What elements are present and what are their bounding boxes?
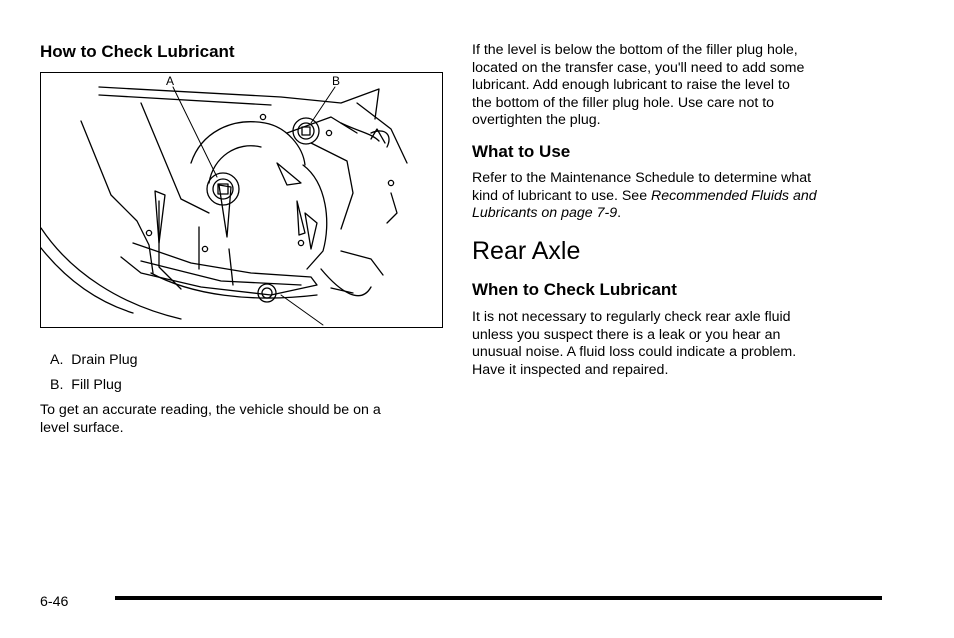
- transfer-case-illustration: [40, 72, 443, 328]
- paragraph-line: It is not necessary to regularly check rear axle fluid: [472, 309, 791, 325]
- section-heading-when-to-check: When to Check Lubricant: [472, 280, 677, 299]
- legend-label: Fill Plug: [71, 377, 122, 393]
- legend-item-a: [50, 352, 138, 370]
- legend-label: Drain Plug: [71, 352, 138, 368]
- paragraph-line: [472, 205, 817, 223]
- paragraph-line: Refer to the Maintenance Schedule to determine what: [472, 170, 812, 186]
- paragraph-line: To get an accurate reading, the vehicle should be on a: [40, 402, 381, 418]
- paragraph-line: located on the transfer case, you'll need to add some: [472, 59, 805, 76]
- section-heading-how-to-check: How to Check Lubricant: [40, 42, 235, 61]
- accuracy-note: [40, 402, 381, 437]
- transfer-case-drawing: [41, 73, 443, 328]
- filler-plug-paragraph: [472, 42, 804, 130]
- section-title-rear-axle: Rear Axle: [472, 237, 581, 265]
- what-to-use-paragraph: [472, 170, 817, 223]
- paragraph-line: If the level is below the bottom of the filler plug hole,: [472, 42, 798, 58]
- paragraph-line: unless you suspect there is a leak or you hear an: [472, 326, 781, 343]
- legend-marker: B.: [50, 377, 64, 393]
- paragraph-line: unusual noise. A fluid loss could indicate a problem.: [472, 344, 797, 361]
- paragraph-line: lubricant. Add enough lubricant to raise the level to: [472, 77, 790, 94]
- paragraph-line: overtighten the plug.: [472, 112, 601, 129]
- legend-item-b: [50, 377, 122, 395]
- callout-b: B: [332, 74, 341, 88]
- footer-rule: [115, 596, 882, 600]
- cross-reference-link[interactable]: Lubricants on page 7-9: [472, 205, 618, 222]
- paragraph-line: the bottom of the filler plug hole. Use care not to: [472, 94, 775, 111]
- callout-a: A: [166, 74, 175, 88]
- page-number: 6-46: [40, 594, 69, 610]
- paragraph-text: kind of lubricant to use. See: [472, 187, 652, 204]
- paragraph-text: .: [617, 205, 622, 222]
- when-to-check-paragraph: [472, 309, 796, 379]
- legend-marker: A.: [50, 352, 64, 368]
- section-heading-what-to-use: What to Use: [472, 142, 571, 161]
- paragraph-line: Have it inspected and repaired.: [472, 361, 669, 378]
- paragraph-line: level surface.: [40, 419, 124, 436]
- paragraph-line: [472, 188, 817, 206]
- cross-reference-link[interactable]: Recommended Fluids and: [651, 187, 817, 204]
